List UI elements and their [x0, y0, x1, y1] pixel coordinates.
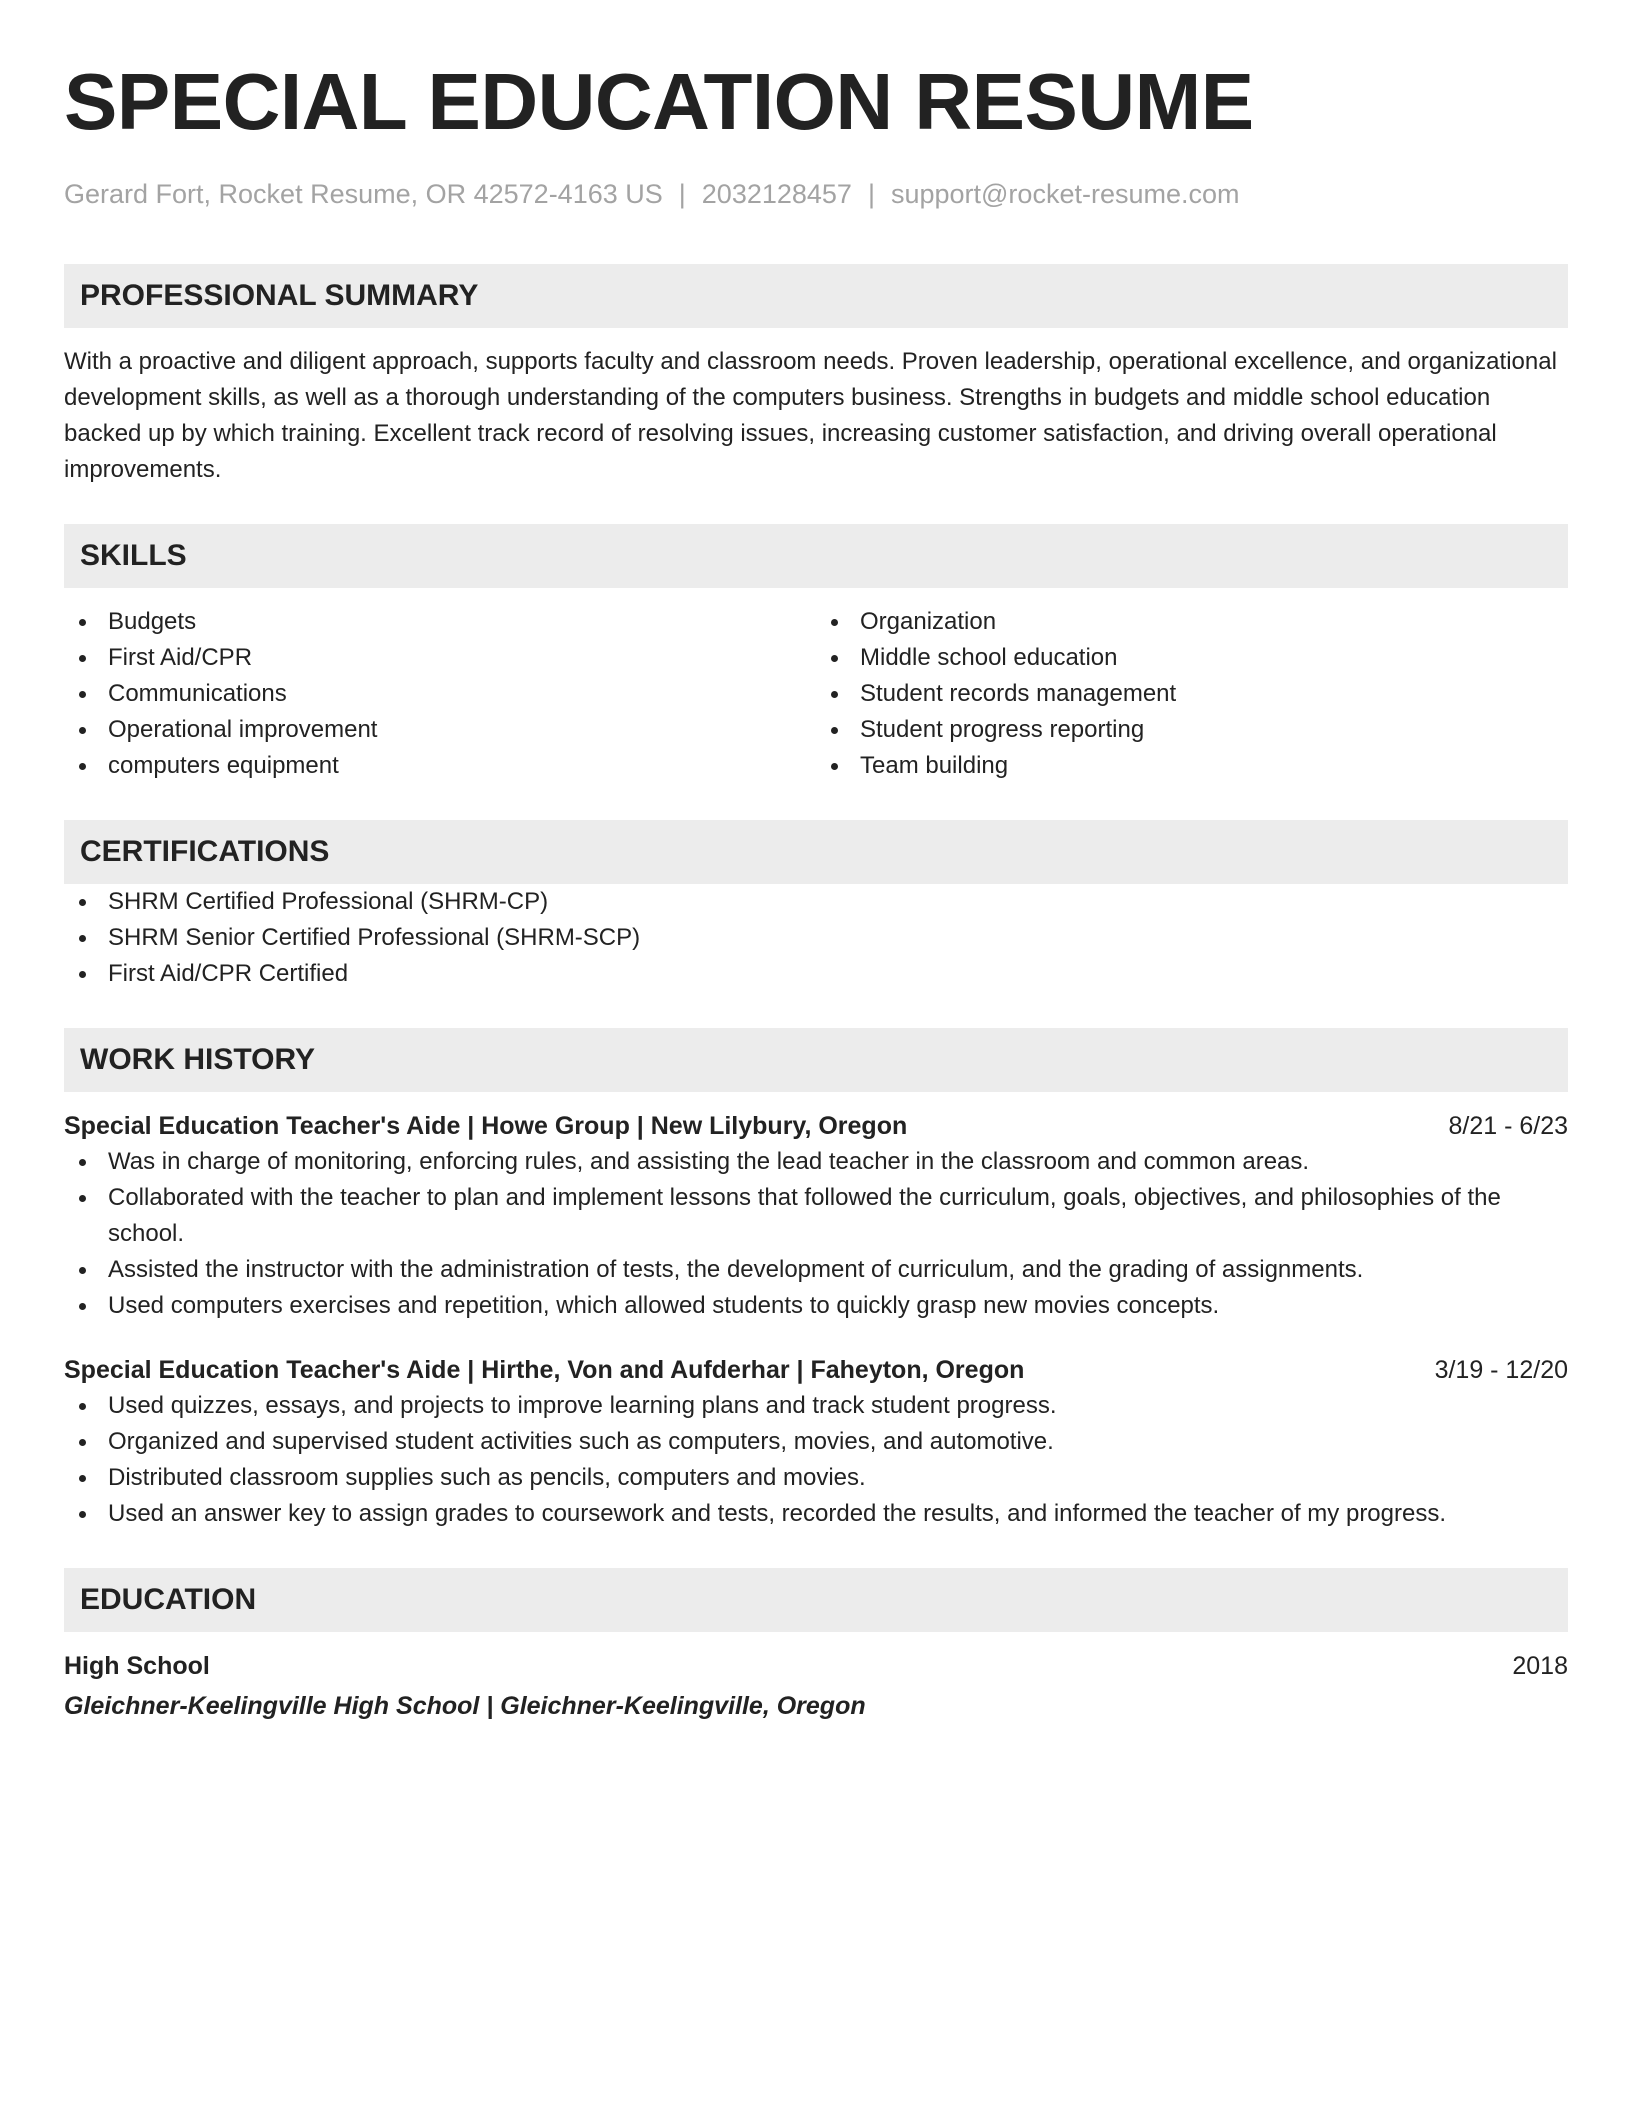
section-header-certifications: CERTIFICATIONS	[64, 820, 1568, 884]
job-dates: 3/19 - 12/20	[1434, 1356, 1568, 1384]
certification-item: SHRM Senior Certified Professional (SHRM-SCP)	[64, 920, 1568, 956]
job-bullet: Used quizzes, essays, and projects to improve learning plans and track student progress.	[64, 1388, 1568, 1424]
certifications-list	[64, 884, 1568, 992]
skills-grid	[64, 604, 1568, 784]
contact-phone: 2032128457	[701, 179, 852, 209]
skill-item: First Aid/CPR	[64, 640, 816, 676]
resume-title: SPECIAL EDUCATION RESUME	[64, 57, 1254, 146]
job-header	[64, 1108, 1568, 1144]
education-school: Gleichner-Keelingville High School | Gleichner-Keelingville, Oregon	[64, 1692, 866, 1720]
section-header-work-history: WORK HISTORY	[64, 1028, 1568, 1092]
job-entry	[64, 1352, 1568, 1532]
contact-email[interactable]: support@rocket-resume.com	[890, 179, 1240, 209]
job-entry	[64, 1108, 1568, 1324]
contact-address: Gerard Fort, Rocket Resume, OR 42572-4163 US	[64, 179, 663, 209]
certification-item: SHRM Certified Professional (SHRM-CP)	[64, 884, 1568, 920]
job-title: Special Education Teacher's Aide | Howe Group | New Lilybury, Oregon	[64, 1112, 908, 1140]
skill-item: Student records management	[816, 676, 1568, 712]
skill-item: Student progress reporting	[816, 712, 1568, 748]
skills-column-left	[64, 604, 816, 784]
job-bullet: Used computers exercises and repetition, which allowed students to quickly grasp new movies concepts.	[64, 1288, 1568, 1324]
skill-item: Operational improvement	[64, 712, 816, 748]
job-dates: 8/21 - 6/23	[1448, 1112, 1568, 1140]
job-bullet: Collaborated with the teacher to plan and implement lessons that followed the curriculum, goals, objectives, and philosophies of the school.	[64, 1180, 1568, 1252]
contact-line	[64, 176, 1568, 212]
job-bullet: Distributed classroom supplies such as pencils, computers and movies.	[64, 1460, 1568, 1496]
skill-item: Organization	[816, 604, 1568, 640]
section-header-education: EDUCATION	[64, 1568, 1568, 1632]
education-year: 2018	[1512, 1652, 1568, 1680]
contact-separator: |	[867, 179, 875, 209]
section-header-summary: PROFESSIONAL SUMMARY	[64, 264, 1568, 328]
skill-item: Budgets	[64, 604, 816, 640]
certification-item: First Aid/CPR Certified	[64, 956, 1568, 992]
job-bullet: Assisted the instructor with the administration of tests, the development of curriculum, and the grading of assignments.	[64, 1252, 1568, 1288]
job-bullets	[64, 1388, 1568, 1532]
job-bullet: Used an answer key to assign grades to coursework and tests, recorded the results, and informed the teacher of my progress.	[64, 1496, 1568, 1532]
skill-item: Middle school education	[816, 640, 1568, 676]
skill-item: Communications	[64, 676, 816, 712]
summary-text: With a proactive and diligent approach, supports faculty and classroom needs. Proven leadership, operational excellence, and organizational development skills, as well as a thorough understanding of the computers business. Strengths in budgets and middle school education backed up by which training. Excellent track record of resolving issues, increasing customer satisfaction, and driving overall operational improvements.	[64, 348, 1557, 483]
job-header	[64, 1352, 1568, 1388]
education-degree: High School	[64, 1652, 210, 1680]
job-bullet: Organized and supervised student activities such as computers, movies, and automotive.	[64, 1424, 1568, 1460]
skill-item: Team building	[816, 748, 1568, 784]
education-header	[64, 1648, 1568, 1684]
contact-separator: |	[678, 179, 686, 209]
job-bullets	[64, 1144, 1568, 1324]
skills-column-right	[816, 604, 1568, 784]
job-bullet: Was in charge of monitoring, enforcing rules, and assisting the lead teacher in the classroom and common areas.	[64, 1144, 1568, 1180]
skill-item: computers equipment	[64, 748, 816, 784]
section-header-skills: SKILLS	[64, 524, 1568, 588]
job-title: Special Education Teacher's Aide | Hirthe, Von and Aufderhar | Faheyton, Oregon	[64, 1356, 1025, 1384]
